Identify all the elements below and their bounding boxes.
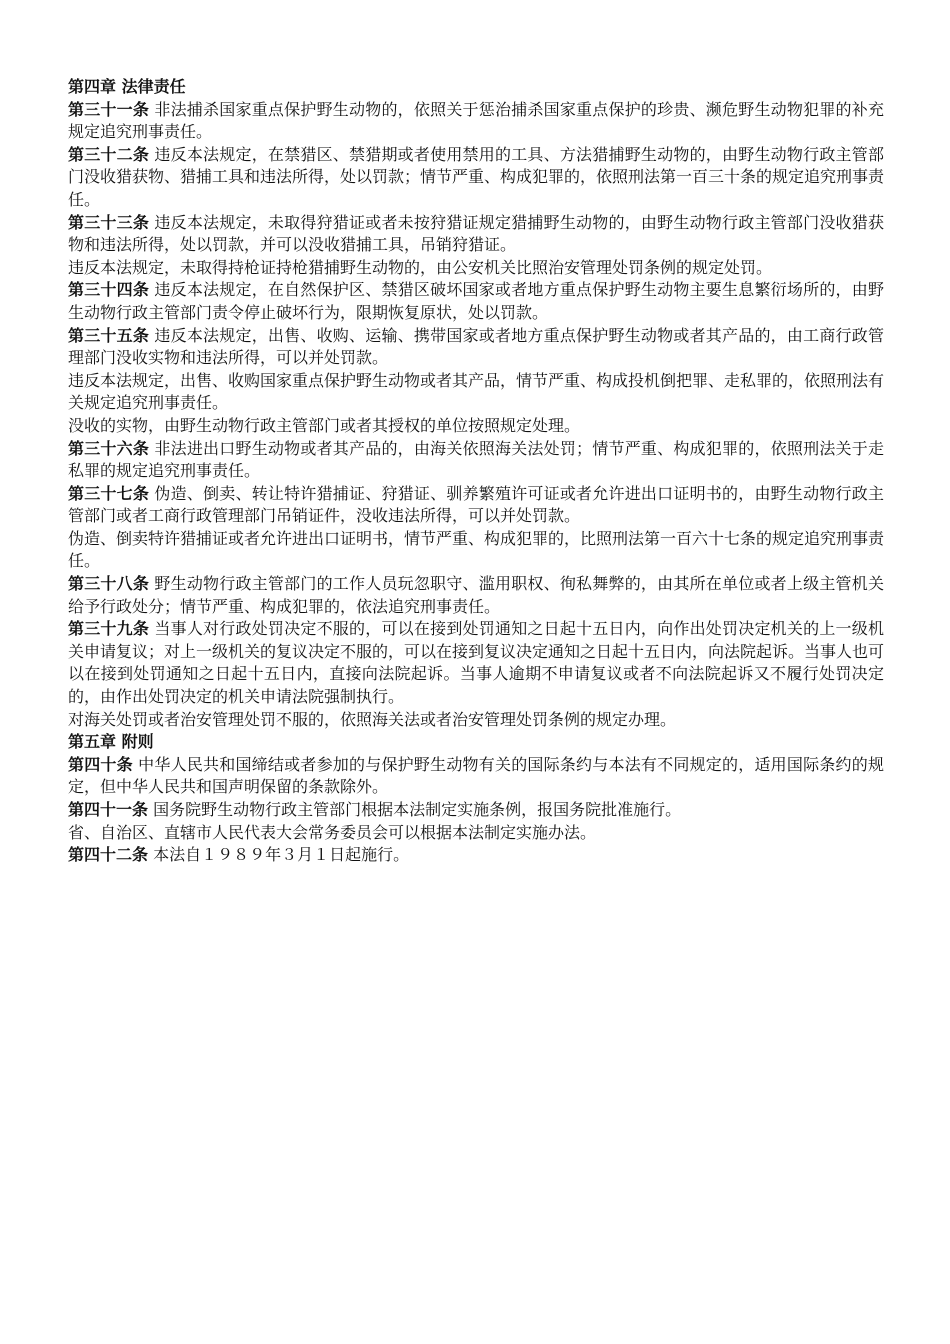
article-number: 第三十七条	[68, 483, 150, 503]
article-text: 非法捕杀国家重点保护野生动物的，依照关于惩治捕杀国家重点保护的珍贵、濒危野生动物犯罪的补充规定追究刑事责任。	[68, 99, 884, 142]
article-number: 第三十三条	[68, 212, 150, 232]
document-body	[68, 76, 884, 867]
article-text: 国务院野生动物行政主管部门根据本法制定实施条例，报国务院批准施行。	[148, 800, 682, 819]
article-paragraph	[68, 822, 884, 845]
article-number: 第三十一条	[68, 99, 150, 119]
article-number: 第四十二条	[68, 845, 149, 865]
article-number: 第三十六条	[68, 438, 150, 458]
article-number: 第四十条	[68, 754, 133, 774]
article-text: 省、自治区、直辖市人民代表大会常务委员会可以根据本法制定实施办法。	[68, 822, 597, 842]
article-paragraph	[68, 438, 884, 483]
article-text: 违反本法规定，未取得持枪证持枪猎捕野生动物的，由公安机关比照治安管理处罚条例的规定处罚。	[68, 257, 773, 277]
article-text: 当事人对行政处罚决定不服的，可以在接到处罚通知之日起十五日内，向作出处罚决定机关的上一级机关申请复议；对上一级机关的复议决定不服的，可以在接到复议决定通知之日起十五日内，向法院起诉。当事人也可以在接到处罚通知之日起十五日内，直接向法院起诉。当事人逾期不申请复议或者不向法院起诉又不履行处罚决定的，由作出处罚决定的机关申请法院强制执行。	[68, 619, 885, 707]
article-paragraph	[68, 325, 884, 370]
article-number: 第三十八条	[68, 574, 150, 594]
article-text: 中华人民共和国缔结或者参加的与保护野生动物有关的国际条约与本法有不同规定的，适用国际条约的规定，但中华人民共和国声明保留的条款除外。	[68, 754, 884, 797]
article-number: 第三十九条	[68, 619, 150, 639]
article-number: 第四十一条	[68, 800, 149, 819]
article-paragraph	[68, 754, 884, 799]
article-text: 对海关处罚或者治安管理处罚不服的，依照海关法或者治安管理处罚条例的规定办理。	[68, 709, 677, 729]
article-text: 违反本法规定，出售、收购、运输、携带国家或者地方重点保护野生动物或者其产品的，由工商行政管理部门没收实物和违法所得，可以并处罚款。	[68, 325, 884, 368]
article-text: 违反本法规定，在自然保护区、禁猎区破坏国家或者地方重点保护野生动物主要生息繁衍场所的，由野生动物行政主管部门责令停止破坏行为，限期恢复原状，处以罚款。	[68, 280, 884, 322]
article-paragraph	[68, 212, 884, 257]
article-paragraph	[68, 279, 884, 324]
article-paragraph	[68, 99, 884, 144]
article-paragraph	[68, 144, 884, 212]
article-paragraph	[68, 799, 884, 822]
article-number: 第三十五条	[68, 325, 150, 345]
article-number: 第三十二条	[68, 144, 150, 164]
chapter-heading: 第四章 法律责任	[68, 77, 186, 96]
article-paragraph	[68, 415, 884, 438]
article-text: 伪造、倒卖特许猎捕证或者允许进出口证明书，情节严重、构成犯罪的，比照刑法第一百六十七条的规定追究刑事责任。	[68, 528, 885, 571]
article-text: 违反本法规定，出售、收购国家重点保护野生动物或者其产品，情节严重、构成投机倒把罪、走私罪的，依照刑法有关规定追究刑事责任。	[68, 370, 885, 413]
article-text: 本法自１９８９年３月１日起施行。	[148, 845, 410, 865]
article-paragraph	[68, 618, 884, 708]
article-text: 没收的实物，由野生动物行政主管部门或者其授权的单位按照规定处理。	[68, 415, 581, 435]
article-number: 第三十四条	[68, 280, 150, 300]
article-paragraph	[68, 528, 884, 573]
article-paragraph	[68, 370, 884, 415]
article-text: 伪造、倒卖、转让特许猎捕证、狩猎证、驯养繁殖许可证或者允许进出口证明书的，由野生动物行政主管部门或者工商行政管理部门吊销证件，没收违法所得，可以并处罚款。	[68, 483, 884, 526]
article-text: 非法进出口野生动物或者其产品的，由海关依照海关法处罚；情节严重、构成犯罪的，依照刑法关于走私罪的规定追究刑事责任。	[68, 438, 884, 481]
article-paragraph	[68, 844, 884, 867]
article-paragraph	[68, 709, 884, 732]
article-paragraph	[68, 483, 884, 528]
article-paragraph	[68, 573, 884, 618]
article-text: 违反本法规定，未取得狩猎证或者未按狩猎证规定猎捕野生动物的，由野生动物行政主管部门没收猎获物和违法所得，处以罚款，并可以没收猎捕工具，吊销狩猎证。	[68, 212, 884, 255]
article-text: 违反本法规定，在禁猎区、禁猎期或者使用禁用的工具、方法猎捕野生动物的，由野生动物行政主管部门没收猎获物、猎捕工具和违法所得，处以罚款；情节严重、构成犯罪的，依照刑法第一百三十条的规定追究刑事责任。	[68, 144, 885, 209]
chapter-heading: 第五章 附则	[68, 732, 154, 752]
article-paragraph	[68, 257, 884, 280]
article-text: 野生动物行政主管部门的工作人员玩忽职守、滥用职权、徇私舞弊的，由其所在单位或者上级主管机关给予行政处分；情节严重、构成犯罪的，依法追究刑事责任。	[68, 574, 884, 616]
